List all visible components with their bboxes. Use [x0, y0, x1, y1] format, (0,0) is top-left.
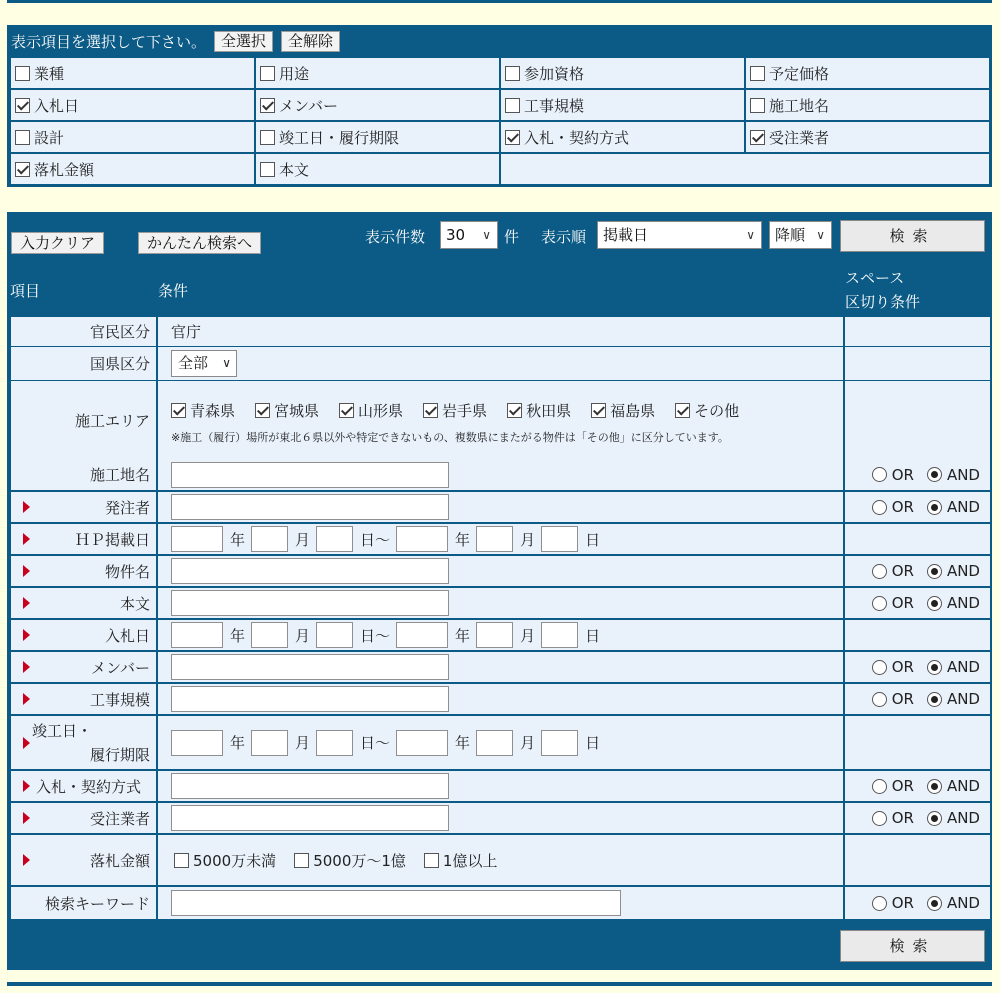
orderer-input[interactable] — [171, 494, 449, 520]
checkbox-icon[interactable] — [174, 853, 189, 868]
arrow-right-icon — [23, 533, 30, 545]
checkbox-icon[interactable] — [505, 66, 520, 81]
site-input[interactable] — [171, 462, 449, 488]
checkbox-icon[interactable] — [750, 130, 765, 145]
row-label: 検索キーワード — [10, 886, 157, 920]
order-select[interactable]: 掲載日 ∨ — [597, 221, 762, 249]
scale-input[interactable] — [171, 686, 449, 712]
row-space — [844, 587, 991, 619]
checkbox-icon[interactable] — [750, 66, 765, 81]
header-space-2: 区切り条件 — [845, 293, 921, 311]
display-item[interactable]: 設計 — [10, 121, 255, 153]
row-orderer — [10, 491, 991, 523]
from-month-input[interactable] — [251, 622, 288, 648]
row-space — [844, 316, 991, 347]
arrow-right-icon — [23, 661, 30, 673]
display-item[interactable]: 用途 — [255, 57, 500, 89]
display-item[interactable]: 施工地名 — [745, 89, 990, 121]
row-space — [844, 459, 991, 491]
display-item[interactable]: 竣工日・履行期限 — [255, 121, 500, 153]
row-item-name — [10, 555, 991, 587]
arrow-right-icon — [23, 693, 30, 705]
checkbox-icon[interactable] — [260, 162, 275, 177]
and-radio[interactable]: AND — [927, 690, 980, 708]
checkbox-icon[interactable] — [260, 98, 275, 113]
or-radio[interactable]: OR — [872, 466, 927, 484]
arrow-right-icon — [23, 812, 30, 824]
row-label: 物件名 — [10, 555, 157, 587]
count-label: 表示件数 — [365, 228, 426, 246]
row-label: 国県区分 — [10, 346, 157, 381]
checkbox-icon[interactable] — [339, 403, 354, 418]
select-all-button[interactable]: 全選択 — [214, 31, 273, 52]
radio-icon[interactable] — [872, 896, 887, 911]
checkbox-icon[interactable] — [260, 130, 275, 145]
row-space — [844, 346, 991, 381]
row-label: 施工地名 — [10, 459, 157, 491]
row-label: 入札日 — [10, 619, 157, 651]
to-month-input[interactable] — [476, 622, 513, 648]
checkbox-icon[interactable] — [675, 403, 690, 418]
row-condition — [157, 770, 844, 802]
header-condition: 条件 — [158, 282, 189, 300]
row-completion — [10, 715, 991, 770]
or-radio[interactable]: OR — [872, 777, 927, 795]
checkbox-icon[interactable] — [255, 403, 270, 418]
contractor-input[interactable] — [171, 805, 449, 831]
arrow-right-icon — [23, 629, 30, 641]
from-day-input[interactable] — [316, 622, 353, 648]
row-keyword — [10, 886, 991, 920]
row-label: 施工エリア — [10, 380, 157, 460]
prefecture-option[interactable]: 岩手県 — [423, 400, 487, 421]
body-text-input[interactable] — [171, 590, 449, 616]
row-method — [10, 770, 991, 802]
radio-icon[interactable] — [927, 660, 942, 675]
prefecture-option[interactable]: 宮城県 — [255, 400, 319, 421]
to-day-input[interactable] — [541, 730, 578, 756]
to-year-input[interactable] — [396, 730, 448, 756]
checkbox-icon[interactable] — [260, 66, 275, 81]
display-item[interactable]: 受注業者 — [745, 121, 990, 153]
row-label: ＨＰ掲載日 — [10, 523, 157, 555]
row-label: 発注者 — [10, 491, 157, 523]
row-condition — [157, 651, 844, 683]
radio-icon[interactable] — [927, 779, 942, 794]
checkbox-icon[interactable] — [15, 162, 30, 177]
radio-icon[interactable] — [872, 596, 887, 611]
item-name-input[interactable] — [171, 558, 449, 584]
checkbox-icon[interactable] — [15, 130, 30, 145]
chevron-down-icon: ∨ — [816, 228, 825, 242]
checkbox-icon[interactable] — [171, 403, 186, 418]
row-condition: 年 月 日～ 年 月 日 — [157, 619, 844, 651]
or-radio[interactable]: OR — [872, 594, 927, 612]
checkbox-icon[interactable] — [591, 403, 606, 418]
header-space-1: スペース — [845, 269, 905, 287]
checkbox-icon[interactable] — [294, 853, 309, 868]
arrow-right-icon — [23, 501, 30, 513]
radio-icon[interactable] — [927, 500, 942, 515]
row-condition — [157, 834, 844, 886]
checkbox-icon[interactable] — [423, 403, 438, 418]
radio-icon[interactable] — [927, 596, 942, 611]
and-radio[interactable]: AND — [927, 809, 980, 827]
area-note: ※施工（履行）場所が東北６県以外や特定できないもの、複数県にまたがる物件は「その他」に区分しています。 — [171, 431, 729, 444]
prefecture-option[interactable]: 福島県 — [591, 400, 655, 421]
row-condition: 年 月 日～ 年 月 日 — [157, 523, 844, 555]
display-item[interactable]: 入札日 — [10, 89, 255, 121]
and-radio[interactable]: AND — [927, 562, 980, 580]
radio-icon[interactable] — [872, 660, 887, 675]
from-year-input[interactable] — [171, 526, 223, 552]
from-day-input[interactable] — [316, 730, 353, 756]
row-space — [844, 834, 991, 886]
arrow-right-icon — [23, 597, 30, 609]
display-items-prompt: 表示項目を選択して下さい。 — [11, 32, 207, 51]
search-button-bottom[interactable]: 検索 — [840, 930, 985, 962]
header-item: 項目 — [10, 282, 41, 300]
display-item[interactable]: 工事規模 — [500, 89, 745, 121]
checkbox-icon[interactable] — [507, 403, 522, 418]
radio-icon[interactable] — [927, 564, 942, 579]
from-year-input[interactable] — [171, 622, 223, 648]
row-body-text — [10, 587, 991, 619]
from-day-input[interactable] — [316, 526, 353, 552]
arrow-right-icon — [23, 565, 30, 577]
arrow-right-icon — [23, 737, 30, 749]
member-input[interactable] — [171, 654, 449, 680]
radio-icon[interactable] — [927, 467, 942, 482]
row-kokken — [10, 346, 991, 381]
and-radio[interactable]: AND — [927, 498, 980, 516]
row-label: メンバー — [10, 651, 157, 683]
top-border — [7, 0, 992, 3]
count-unit: 件 — [504, 228, 520, 246]
row-space — [844, 683, 991, 715]
row-label: 受注業者 — [10, 802, 157, 834]
display-item[interactable]: 予定価格 — [745, 57, 990, 89]
kokken-select[interactable]: 全部 ∨ — [171, 350, 237, 377]
and-radio[interactable]: AND — [927, 894, 980, 912]
row-space — [844, 651, 991, 683]
amount-option[interactable]: 5000万～1億 — [294, 850, 406, 871]
display-items-grid — [10, 57, 990, 185]
prefecture-option[interactable]: 山形県 — [339, 400, 403, 421]
row-condition — [157, 802, 844, 834]
search-panel — [7, 212, 992, 970]
method-input[interactable] — [171, 773, 449, 799]
from-year-input[interactable] — [171, 730, 223, 756]
radio-icon[interactable] — [927, 811, 942, 826]
row-condition — [157, 587, 844, 619]
row-condition — [157, 459, 844, 491]
direction-select[interactable]: 降順 ∨ — [769, 221, 832, 249]
display-item[interactable]: メンバー — [255, 89, 500, 121]
row-label: 竣工日・ 履行期限 — [10, 715, 157, 770]
row-label: 官民区分 — [10, 316, 157, 347]
or-radio[interactable]: OR — [872, 658, 927, 676]
row-label: 工事規模 — [10, 683, 157, 715]
row-condition — [157, 886, 844, 920]
checkbox-icon[interactable] — [505, 98, 520, 113]
prefecture-option[interactable]: その他 — [675, 400, 739, 421]
to-year-input[interactable] — [396, 622, 448, 648]
row-site — [10, 459, 991, 491]
row-label: 本文 — [10, 587, 157, 619]
or-radio[interactable]: OR — [872, 809, 927, 827]
keyword-input[interactable] — [171, 890, 621, 916]
kanmin-value: 官庁 — [171, 323, 202, 341]
row-condition — [157, 491, 844, 523]
row-space — [844, 802, 991, 834]
or-radio[interactable]: OR — [872, 562, 927, 580]
row-space — [844, 715, 991, 770]
row-space — [844, 523, 991, 555]
to-year-input[interactable] — [396, 526, 448, 552]
radio-icon[interactable] — [872, 779, 887, 794]
row-space — [844, 491, 991, 523]
row-area — [10, 380, 991, 460]
count-select[interactable]: 30 ∨ — [440, 221, 498, 249]
row-condition: 年 月 日～ 年 月 日 — [157, 715, 844, 770]
row-scale — [10, 683, 991, 715]
checkbox-icon[interactable] — [15, 98, 30, 113]
display-items-header — [7, 25, 992, 57]
radio-icon[interactable] — [872, 692, 887, 707]
row-space — [844, 619, 991, 651]
row-space — [844, 770, 991, 802]
row-bid-date — [10, 619, 991, 651]
table-header — [7, 264, 992, 316]
row-amount — [10, 834, 991, 886]
radio-icon[interactable] — [927, 896, 942, 911]
row-space — [844, 555, 991, 587]
row-member — [10, 651, 991, 683]
row-contractor — [10, 802, 991, 834]
amount-option[interactable]: 1億以上 — [424, 850, 498, 871]
simple-search-button[interactable]: かんたん検索へ — [138, 232, 261, 254]
and-radio[interactable]: AND — [927, 594, 980, 612]
or-radio[interactable]: OR — [872, 498, 927, 516]
radio-icon[interactable] — [872, 564, 887, 579]
search-toolbar — [7, 212, 992, 264]
bottom-border — [7, 982, 992, 986]
search-button-top[interactable]: 検索 — [840, 220, 985, 252]
display-item[interactable]: 参加資格 — [500, 57, 745, 89]
row-condition — [157, 346, 844, 381]
row-kanmin — [10, 316, 991, 347]
chevron-down-icon: ∨ — [222, 356, 231, 370]
to-day-input[interactable] — [541, 526, 578, 552]
display-items-panel — [7, 25, 992, 187]
row-condition — [157, 380, 844, 460]
amount-option[interactable]: 5000万未満 — [174, 850, 276, 871]
chevron-down-icon: ∨ — [482, 228, 491, 242]
row-condition — [157, 316, 844, 347]
checkbox-icon[interactable] — [750, 98, 765, 113]
from-month-input[interactable] — [251, 730, 288, 756]
order-label: 表示順 — [541, 228, 587, 246]
radio-icon[interactable] — [927, 692, 942, 707]
or-radio[interactable]: OR — [872, 690, 927, 708]
to-month-input[interactable] — [476, 730, 513, 756]
radio-icon[interactable] — [872, 811, 887, 826]
and-radio[interactable]: AND — [927, 466, 980, 484]
row-label: 落札金額 — [10, 834, 157, 886]
clear-all-button[interactable]: 全解除 — [281, 31, 340, 52]
empty-cell — [500, 153, 990, 185]
display-item[interactable]: 本文 — [255, 153, 500, 185]
checkbox-icon[interactable] — [15, 66, 30, 81]
and-radio[interactable]: AND — [927, 658, 980, 676]
checkbox-icon[interactable] — [505, 130, 520, 145]
display-item[interactable]: 業種 — [10, 57, 255, 89]
clear-input-button[interactable]: 入力クリア — [11, 232, 104, 254]
or-radio[interactable]: OR — [872, 894, 927, 912]
and-radio[interactable]: AND — [927, 777, 980, 795]
display-item[interactable]: 落札金額 — [10, 153, 255, 185]
arrow-right-icon — [23, 780, 30, 792]
row-hp-date — [10, 523, 991, 555]
row-label: 入札・契約方式 — [10, 770, 157, 802]
chevron-down-icon: ∨ — [746, 228, 755, 242]
prefecture-option[interactable]: 秋田県 — [507, 400, 571, 421]
prefecture-list — [171, 400, 739, 421]
from-month-input[interactable] — [251, 526, 288, 552]
arrow-right-icon — [23, 854, 30, 866]
row-condition — [157, 555, 844, 587]
checkbox-icon[interactable] — [424, 853, 439, 868]
radio-icon[interactable] — [872, 467, 887, 482]
to-day-input[interactable] — [541, 622, 578, 648]
radio-icon[interactable] — [872, 500, 887, 515]
row-condition — [157, 683, 844, 715]
row-space — [844, 380, 991, 460]
row-space — [844, 886, 991, 920]
prefecture-option[interactable]: 青森県 — [171, 400, 235, 421]
to-month-input[interactable] — [476, 526, 513, 552]
display-item[interactable]: 入札・契約方式 — [500, 121, 745, 153]
